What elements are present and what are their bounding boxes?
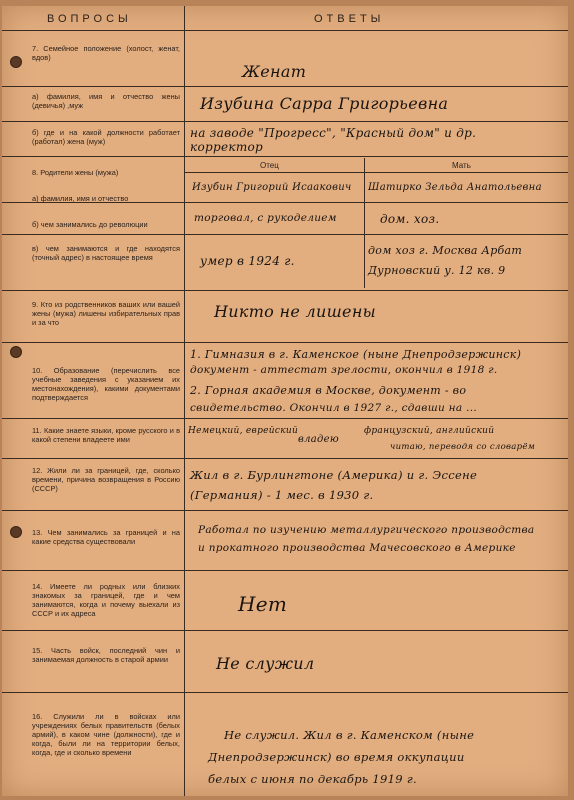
answer-16-line1: Не служил. Жил в г. Каменском (ныне <box>224 728 475 742</box>
row-line <box>2 692 568 693</box>
answers-header: ОТВЕТЫ <box>314 13 385 25</box>
question-15: 15. Часть войск, последний чин и занимаемая должность в старой армии <box>32 646 180 664</box>
question-8b: б) чем занимались до революции <box>32 220 148 229</box>
answer-10-line4: свидетельство. Окончил в 1927 г., сдавши на ... <box>190 402 477 414</box>
answer-12-line2: (Германия) - 1 мес. в 1930 г. <box>190 488 374 502</box>
question-8a: а) фамилия, имя и отчество <box>32 194 129 203</box>
row-line <box>2 290 568 291</box>
answer-8a-father: Изубин Григорий Исаакович <box>192 182 352 193</box>
row-line <box>2 86 568 87</box>
answer-9: Никто не лишены <box>214 302 376 321</box>
answer-8a-mother: Шатирко Зельда Анатольевна <box>368 182 542 193</box>
answer-8c-father: умер в 1924 г. <box>200 254 295 268</box>
question-16: 16. Служили ли в войсках или учреждениях белых правительств (белых армий), в каком чине (должности), где и когда, были ли на территории белых, когда, где и сколько времени <box>32 712 180 757</box>
answer-8c-mother-line1: дом хоз г. Москва Арбат <box>368 244 523 257</box>
question-10: 10. Образование (перечислить все учебные заведения с указанием их местонахождения), какими документами подтверждается <box>32 366 180 402</box>
answer-11-languages-2: французский, английский <box>364 426 495 436</box>
answer-7b-line1: на заводе "Прогресс", "Красный дом" и др. <box>190 126 477 140</box>
question-12: 12. Жили ли за границей, где, сколько времени, причина возвращения в Россию (СССР) <box>32 466 180 493</box>
answer-16-line3: белых с июня по декабрь 1919 г. <box>208 772 417 786</box>
questions-header: ВОПРОСЫ <box>47 13 132 25</box>
question-14: 14. Имеете ли родных или близких знакомых за границей, где и чем занимаются, когда и почему выехали из СССР и их адреса <box>32 582 180 618</box>
parents-divider <box>364 158 365 288</box>
answer-13-line1: Работал по изучению металлургического производства <box>198 524 535 536</box>
row-line <box>2 458 568 459</box>
question-7: 7. Семейное положение (холост, женат, вдов) <box>32 44 180 62</box>
column-divider <box>184 6 185 796</box>
question-13: 13. Чем занимались за границей и на какие средства существовали <box>32 528 180 546</box>
father-subheader: Отец <box>260 161 279 170</box>
row-line <box>2 121 568 122</box>
question-9: 9. Кто из родственников ваших или вашей жены (мужа) лишены избирательных прав и за что <box>32 300 180 327</box>
answer-10-line3: 2. Горная академия в Москве, документ - во <box>190 384 467 397</box>
answer-8b-father: торговал, с рукоделием <box>194 212 337 224</box>
answer-8c-mother-line2: Дурновский у. 12 кв. 9 <box>368 264 506 277</box>
answer-7b-line2: корректор <box>190 140 264 154</box>
question-11: 11. Какие знаете языки, кроме русского и в какой степени владеете ими <box>32 426 180 444</box>
answer-10-line1: 1. Гимназия в г. Каменское (ныне Днепродзержинск) <box>190 348 522 361</box>
question-8c: в) чем занимаются и где находятся (точный адрес) в настоящее время <box>32 244 180 262</box>
question-7b: б) где и на какой должности работает (работал) жена (муж) <box>32 128 180 146</box>
answer-12-line1: Жил в г. Бурлингтоне (Америка) и г. Эссене <box>190 468 478 482</box>
row-line <box>2 156 568 157</box>
question-8: 8. Родители жены (мужа) <box>32 168 119 177</box>
row-line <box>2 234 568 235</box>
binder-hole <box>10 346 22 358</box>
answer-11-languages: Немецкий, еврейский <box>188 426 299 436</box>
row-line <box>2 630 568 631</box>
binder-hole <box>10 526 22 538</box>
answer-16-line2: Днепродзержинск) во время оккупации <box>208 750 465 764</box>
answer-7: Женат <box>242 62 307 81</box>
row-line <box>2 510 568 511</box>
answer-13-line2: и прокатного производства Мачесовского в Америке <box>198 542 516 554</box>
answer-15: Не служил <box>216 654 315 673</box>
answer-10-line2: документ - аттестат зрелости, окончил в 1918 г. <box>190 364 498 376</box>
binder-hole <box>10 56 22 68</box>
row-line <box>2 418 568 419</box>
table-header <box>2 6 568 31</box>
row-line <box>2 570 568 571</box>
row-line <box>184 172 568 173</box>
mother-subheader: Мать <box>452 161 471 170</box>
answer-8b-mother: дом. хоз. <box>380 212 440 226</box>
answer-11-level: владею <box>298 434 340 445</box>
questionnaire-sheet <box>2 6 568 796</box>
row-line <box>2 342 568 343</box>
answer-14: Нет <box>238 592 288 616</box>
question-7a: а) фамилия, имя и отчество жены (девичья) ,муж <box>32 92 180 110</box>
answer-7a: Изубина Сарра Григорьевна <box>200 94 449 113</box>
answer-11-level-2: читаю, переводя со словарём <box>390 442 536 452</box>
